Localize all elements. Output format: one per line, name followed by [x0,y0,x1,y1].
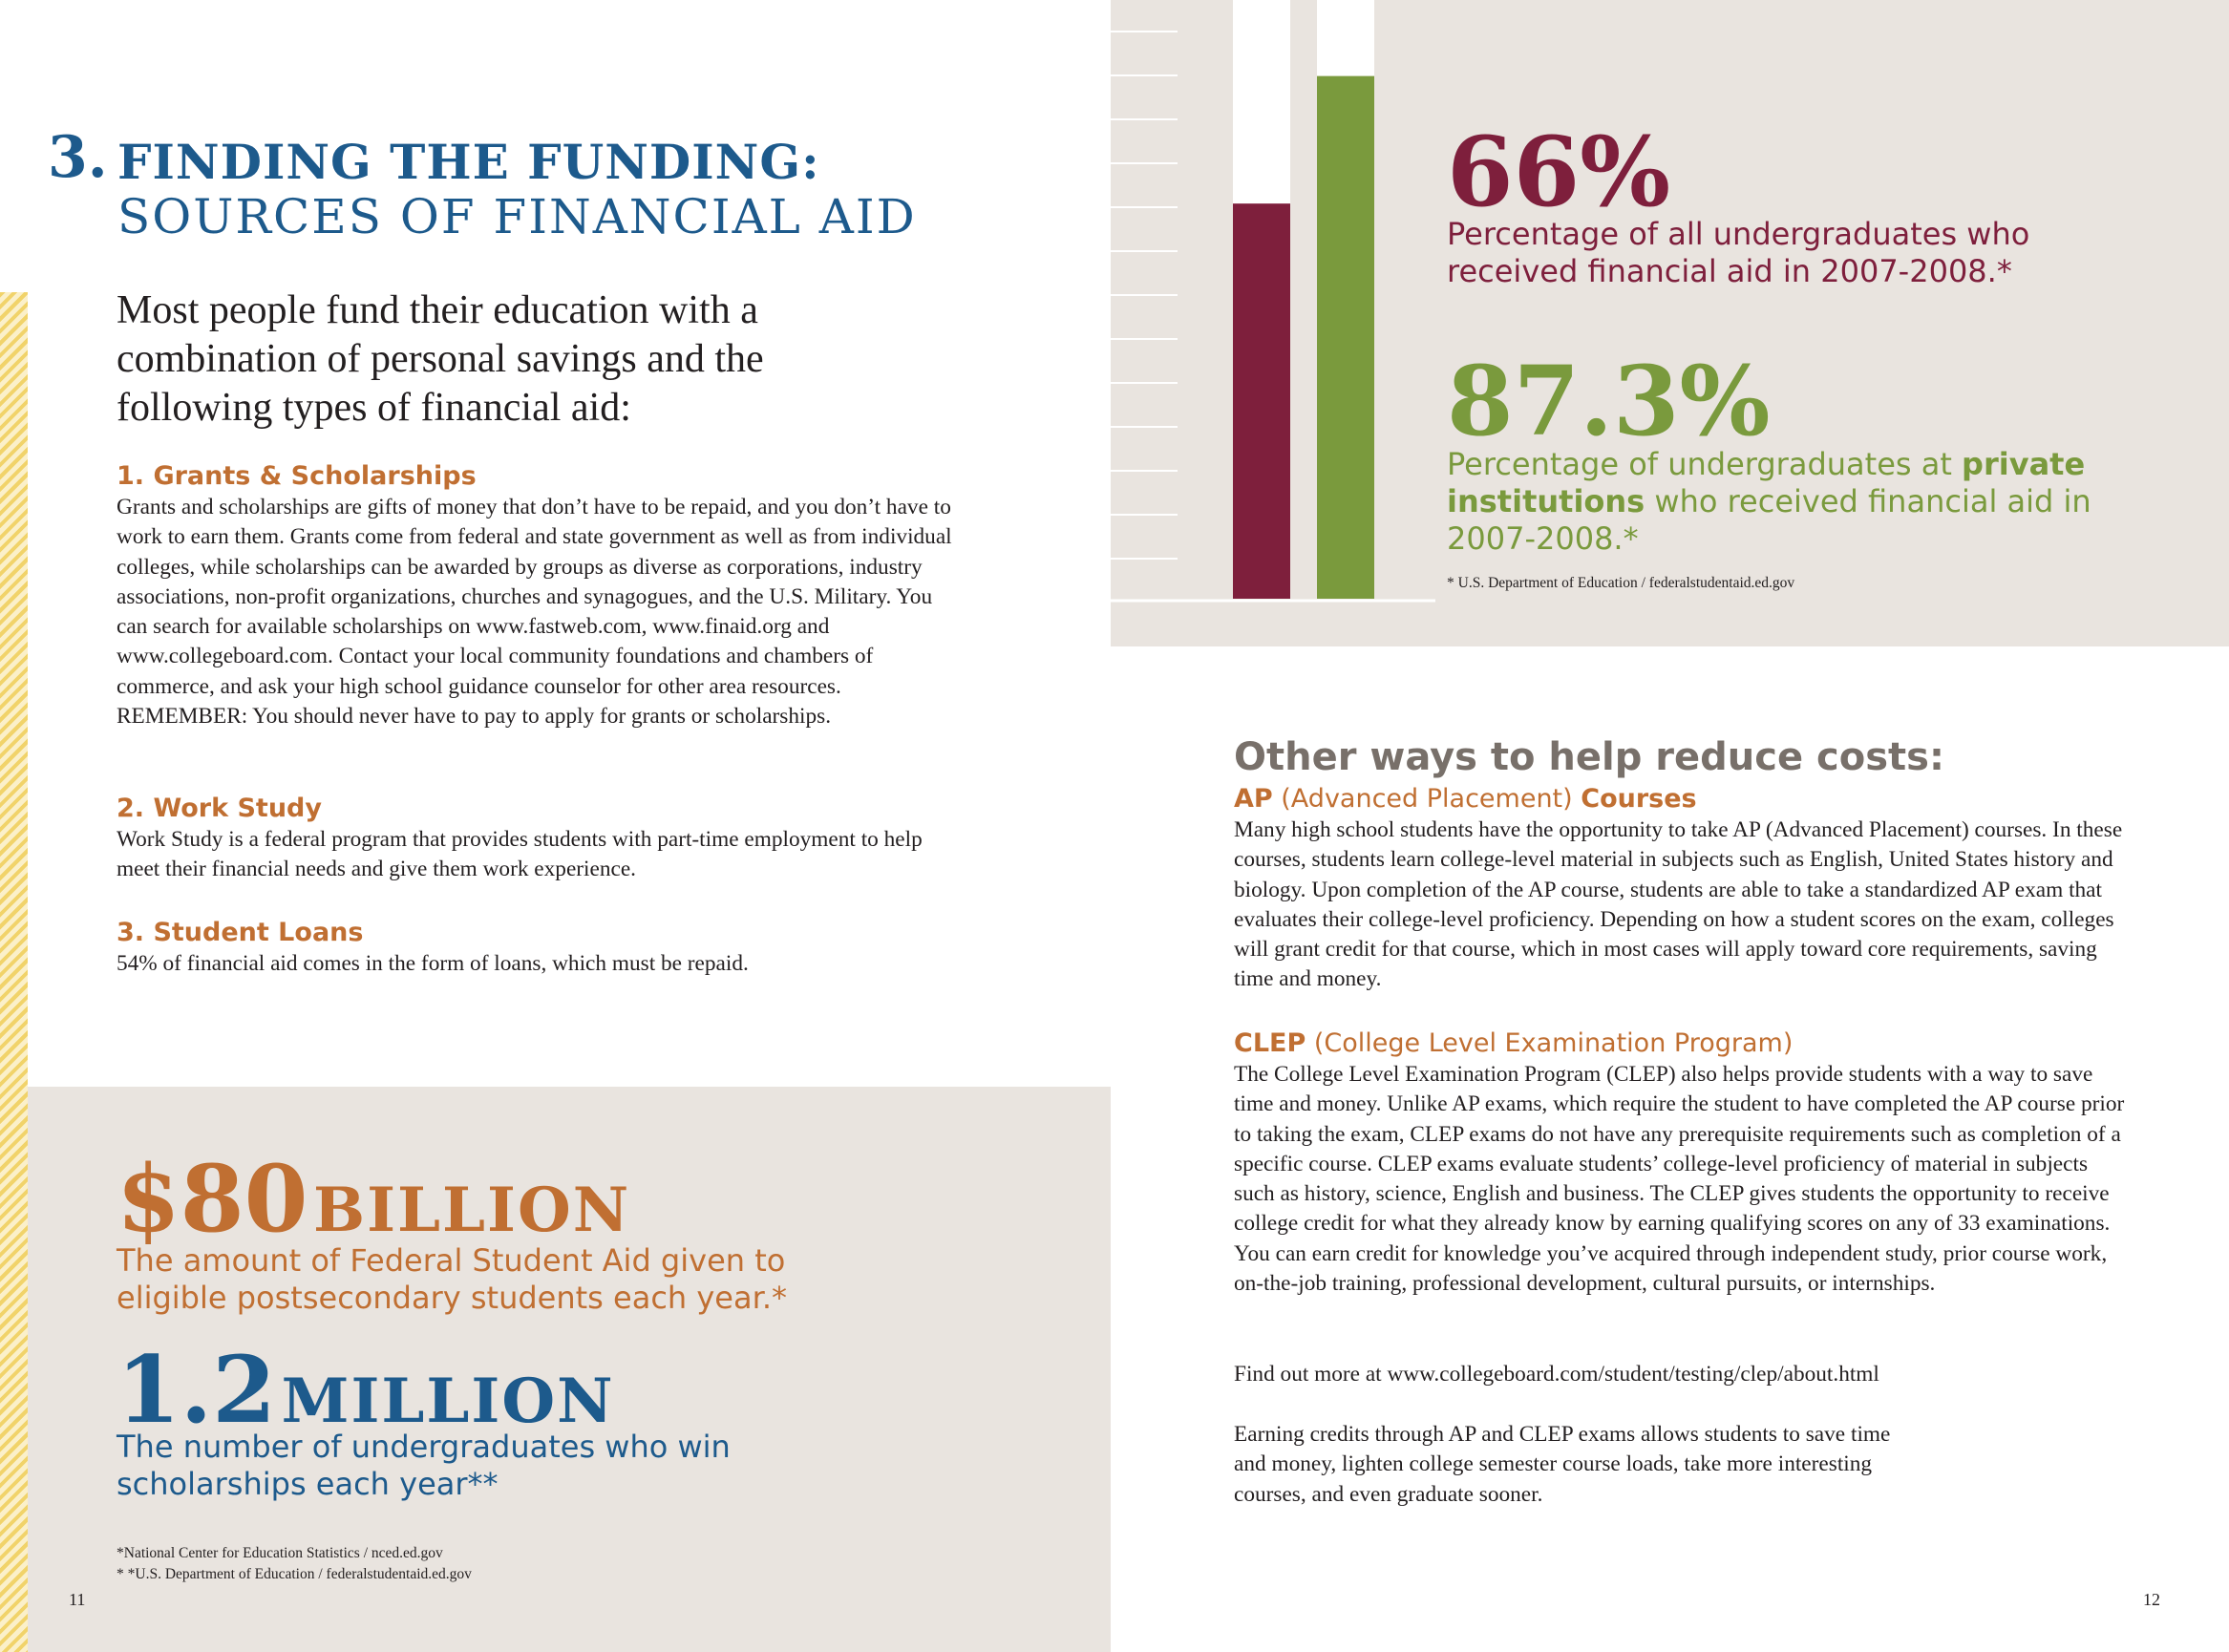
cost-item-ap [1234,783,2132,995]
title-bold: Courses [1581,784,1697,814]
stat-scholarships-desc: The number of undergraduates who win scholarships each year** [117,1429,731,1502]
title-light: (Advanced Placement) [1272,784,1582,814]
aid-item-grants [117,460,957,731]
desc-text: Percentage of undergraduates at [1447,446,1963,482]
aid-title: 2. Work Study [117,794,322,823]
aid-title: 3. Student Loans [117,918,364,947]
desc-text: who received financial aid in 2007-2008.* [1447,483,2091,557]
footnote: * U.S. Department of Education / federalstudentaid.ed.gov [1447,575,1795,591]
stat-number: 1.2 [117,1336,277,1444]
intro-paragraph: Most people fund their education with a combination of personal savings and the following types of financial aid: [117,288,764,430]
title-bold: CLEP [1234,1028,1306,1058]
decorative-hatch-strip [0,292,28,1652]
chart-bar [1233,203,1290,599]
stat-unit: BILLION [312,1175,631,1246]
earning-credits-paragraph: Earning credits through AP and CLEP exams allows students to save time and money, lighten college semester course loads, take more interesting courses, and even graduate sooner. [1234,1422,1891,1507]
page-number: 11 [69,1590,86,1609]
stat-private-institutions-desc [1447,446,2134,558]
stat-scholarships [117,1336,615,1444]
aid-body: Work Study is a federal program that provides students with part-time employment to help meet their financial needs and give them work experience. [117,827,923,882]
aid-body: 54% of financial aid comes in the form of loans, which must be repaid. [117,951,749,976]
chart-bar [1317,76,1374,599]
footnote: *National Center for Education Statistics / nced.ed.gov [117,1545,443,1561]
other-ways-heading: Other ways to help reduce costs: [1234,735,1944,779]
stat-federal-aid [117,1145,631,1253]
stat-all-undergrads-desc: Percentage of all undergraduates who received financial aid in 2007-2008.* [1447,216,2030,289]
cost-item-clep [1234,1027,2132,1299]
page-number: 12 [2143,1590,2160,1609]
cost-title [1234,783,2132,815]
chart-panel [1111,0,2229,646]
title-bold: AP [1234,784,1273,814]
title-light: (College Level Examination Program) [1306,1028,1794,1058]
stat-private-institutions: 87.3% [1447,345,1771,457]
left-page [0,0,1111,1652]
stat-federal-aid-desc: The amount of Federal Student Aid given to eligible postsecondary students each year.* [117,1242,787,1316]
heading-subtitle: SOURCES OF FINANCIAL AID [117,189,917,244]
stat-unit: MILLION [281,1366,615,1437]
footnote: * *U.S. Department of Education / federalstudentaid.ed.gov [117,1566,472,1582]
aid-item-work-study [117,793,957,885]
cost-title [1234,1027,2132,1060]
bar-chart [1111,0,1435,646]
right-page [1111,0,2229,1652]
cost-body: The College Level Examination Program (CLEP) also helps provide students with a way to save time and money. Unlike AP exams, which require the student to have completed the AP course prior to taking the exam, CLEP exams do not have any prerequisite requirements such as completion of a specific course. CLEP exams evaluate students’ college-level proficiency of material in subjects such as history, science, English and business. The CLEP gives students the opportunity to receive college credit for what they already know by earning qualifying scores on any of 33 examinations. You can earn credit for knowledge you’ve acquired through independent study, prior course work, on-the-job training, professional development, cultural pursuits, or internships. [1234,1062,2125,1297]
stat-number: $80 [117,1145,308,1253]
stats-box [28,1087,1111,1652]
heading-title: FINDING THE FUNDING: [117,134,820,190]
aid-item-student-loans [117,917,957,979]
section-number: 3. [48,124,108,191]
aid-title: 1. Grants & Scholarships [117,461,477,491]
desc-emphasis: private institutions [1447,446,2086,519]
find-out-more: Find out more at www.collegeboard.com/student/testing/clep/about.html [1234,1362,1879,1387]
cost-body: Many high school students have the opportunity to take AP (Advanced Placement) courses. In these courses, students learn college-level material in subjects such as English, United States history and biology. Upon completion of the AP course, students are able to take a standardized AP exam that evaluates their college-level proficiency. Depending on how a student scores on the exam, colleges will grant credit for that course, which in most cases will apply toward core requirements, saving time and money. [1234,817,2123,992]
aid-body: Grants and scholarships are gifts of money that don’t have to be repaid, and you don’t have to work to earn them. Grants come from federal and state government as well as from individual colleges, while scholarships can be awarded by groups as diverse as corporations, industry associations, non-profit organizations, churches and synagogues, and the U.S. Military. You can search for available scholarships on www.fastweb.com, www.finaid.org and www.collegeboard.com. Contact your local community foundations and chambers of commerce, and ask your high school guidance counselor for other area resources. REMEMBER: You should never have to pay to apply for grants or scholarships. [117,495,952,730]
stat-all-undergrads: 66% [1447,116,1671,228]
